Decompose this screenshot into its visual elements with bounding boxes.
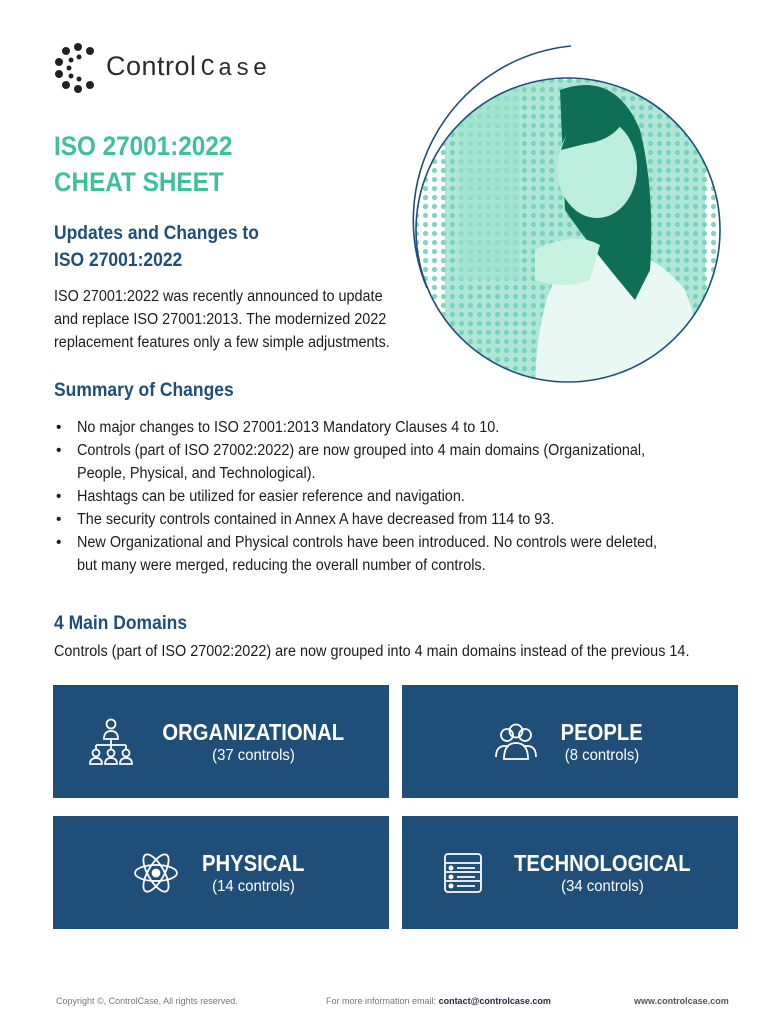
title-line-1: ISO 27001:2022 — [54, 131, 233, 161]
summary-bullet-text — [77, 416, 737, 439]
domain-label — [195, 849, 311, 897]
summary-list — [54, 416, 754, 577]
summary-bullet-line: People, Physical, and Technological). — [77, 465, 316, 482]
page-title — [54, 128, 232, 200]
domain-name: ORGANIZATIONAL — [162, 718, 344, 745]
domain-card-physical — [53, 816, 389, 929]
updates-line: ISO 27001:2022 was recently announced to update — [54, 288, 383, 305]
org-chart-icon — [86, 717, 136, 767]
domain-count: (37 controls) — [211, 746, 295, 764]
footer-website-link[interactable]: www.controlcase.com — [634, 996, 729, 1006]
logo-wordmark — [106, 40, 270, 96]
summary-bullet-line: Controls (part of ISO 27002:2022) are now grouped into 4 main domains (Organizational, — [77, 442, 646, 459]
updates-line: and replace ISO 27001:2013. The modernized 2022 — [54, 311, 387, 328]
summary-bullet-line: No major changes to ISO 27001:2013 Mandatory Clauses 4 to 10. — [77, 419, 500, 436]
summary-bullet — [54, 485, 754, 508]
updates-line: replacement features only a few simple adjustments. — [54, 334, 390, 351]
summary-bullet-line: The security controls contained in Annex A have decreased from 114 to 93. — [77, 511, 555, 528]
domain-label — [502, 849, 703, 897]
summary-bullet-line: New Organizational and Physical controls have been introduced. No controls were deleted, — [77, 534, 658, 551]
domain-name: TECHNOLOGICAL — [513, 849, 691, 876]
bullet-icon: • — [56, 511, 62, 528]
summary-bullet-text — [77, 485, 737, 508]
controlcase-logo — [54, 42, 270, 94]
summary-bullet-text — [77, 439, 737, 485]
bullet-icon: • — [56, 488, 62, 505]
updates-heading-line-1: Updates and Changes to — [54, 223, 259, 244]
domain-card-organizational — [53, 685, 389, 798]
bullet-icon: • — [56, 419, 62, 436]
summary-bullet-line: Hashtags can be utilized for easier reference and navigation. — [77, 488, 465, 505]
domain-count: (34 controls) — [560, 877, 644, 895]
bullet-icon: • — [56, 534, 62, 551]
domain-count: (8 controls) — [564, 746, 640, 764]
footer-copyright: Copyright ©, ControlCase, All rights reserved. — [56, 996, 238, 1006]
logo-word-case: Case — [200, 56, 271, 83]
domain-name: PHYSICAL — [201, 849, 305, 876]
domain-card-technological — [402, 816, 738, 929]
domains-heading: 4 Main Domains — [54, 613, 188, 634]
bullet-icon: • — [56, 442, 62, 459]
summary-bullet-text — [77, 508, 737, 531]
footer-info-label: For more information email: — [326, 996, 437, 1006]
summary-heading: Summary of Changes — [54, 380, 234, 401]
controlcase-logo-mark-icon — [54, 42, 102, 94]
atom-icon — [131, 848, 181, 898]
hero-portrait-image — [385, 40, 755, 400]
logo-word-control: Control — [106, 51, 197, 81]
summary-bullet — [54, 508, 754, 531]
updates-heading — [54, 220, 259, 274]
summary-bullet-line: but many were merged, reducing the overall number of controls. — [77, 557, 486, 574]
footer-email-link[interactable]: contact@controlcase.com — [438, 996, 551, 1006]
summary-bullet — [54, 416, 754, 439]
domain-name: PEOPLE — [560, 718, 644, 745]
people-icon — [491, 717, 541, 767]
updates-heading-line-2: ISO 27001:2022 — [54, 250, 183, 271]
domain-count: (14 controls) — [211, 877, 295, 895]
summary-bullet — [54, 439, 754, 485]
updates-paragraph — [54, 285, 426, 354]
summary-bullet-text — [77, 531, 737, 577]
domains-intro: Controls (part of ISO 27002:2022) are now grouped into 4 main domains instead of the previous 14. — [54, 643, 690, 660]
summary-bullet — [54, 531, 754, 577]
domain-label — [555, 718, 648, 766]
footer-contact — [326, 995, 551, 1007]
domain-label — [150, 718, 357, 766]
title-line-2: CHEAT SHEET — [54, 167, 224, 197]
server-icon — [438, 848, 488, 898]
domain-card-people — [402, 685, 738, 798]
